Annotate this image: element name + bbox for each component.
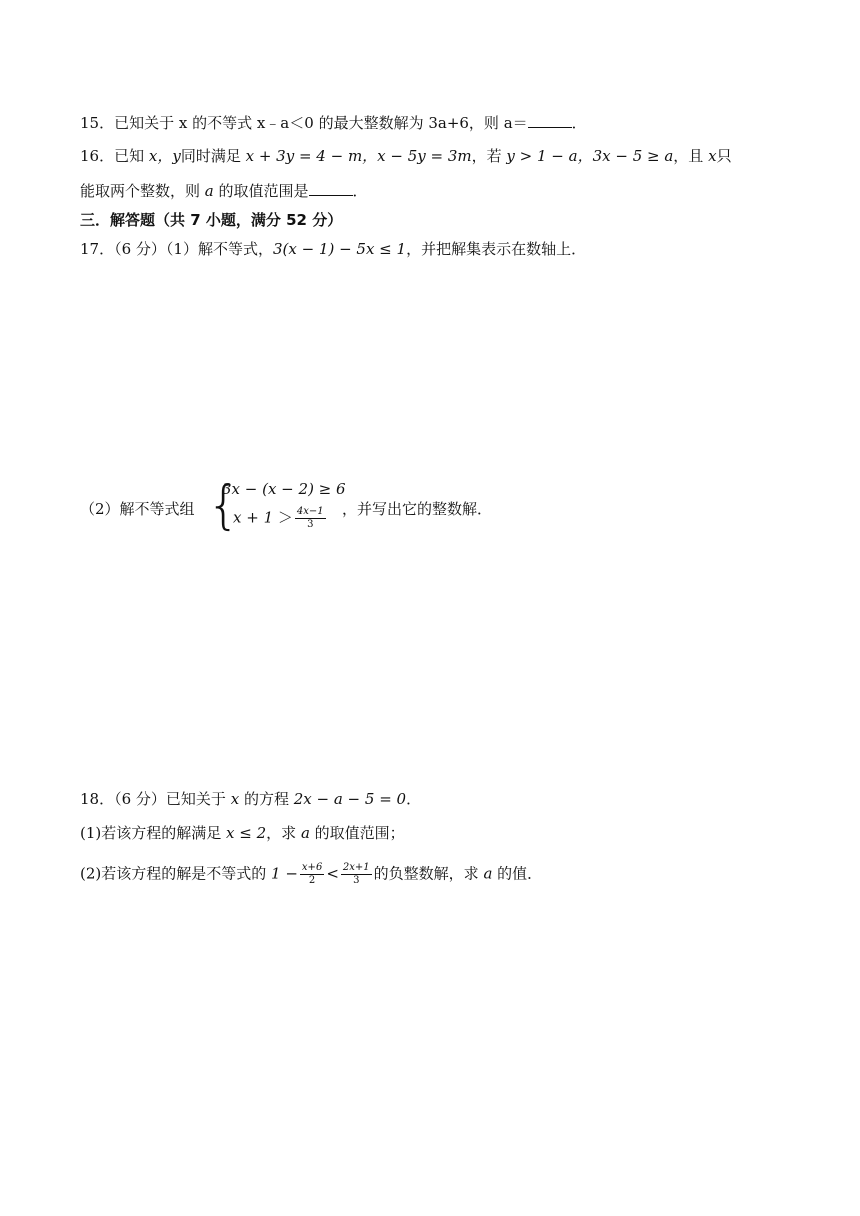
q15-text: 15．已知关于 x 的不等式 x﹣a＜0 的最大整数解为 3a+6，则 a＝ — [80, 114, 528, 132]
q18-text: ，求 — [266, 824, 297, 842]
q18-math: a — [300, 824, 310, 842]
q16-math: x，y — [148, 147, 181, 165]
question-16-line-2 — [80, 180, 820, 202]
q16-answer-blank[interactable] — [309, 181, 353, 196]
q16-inequalities: y > 1 − a，3x − 5 ≥ a — [506, 147, 674, 165]
question-18-line-1 — [80, 788, 820, 810]
system-row-1: 3x − (x − 2) ≥ 6 — [222, 480, 346, 498]
fraction-numerator: x+6 — [301, 862, 323, 873]
question-18-line-2 — [80, 822, 820, 844]
system-row-2-op: ＞ — [277, 508, 293, 527]
q17-part2-tail: ，并写出它的整数解． — [342, 500, 493, 518]
q15-suffix: ． — [571, 114, 587, 132]
q16-math: x — [708, 147, 717, 165]
q18-text: ． — [406, 790, 422, 808]
fraction-denominator: 3 — [353, 875, 360, 886]
q18-math: x — [230, 790, 240, 808]
section-heading: 三．解答题（共 7 小题，满分 52 分） — [80, 211, 343, 229]
q18-math: 1 − — [271, 864, 298, 883]
q18-equation: 2x − a − 5 = 0 — [293, 790, 407, 808]
q18-text: 18．（6 分）已知关于 — [80, 790, 226, 808]
left-brace-icon: { — [207, 476, 241, 536]
fraction — [295, 506, 326, 531]
q16-equations: x + 3y = 4 − m，x − 5y = 3m — [245, 147, 472, 165]
q16-math: a — [204, 182, 214, 200]
q18-text: 的方程 — [243, 790, 289, 808]
fraction — [300, 862, 324, 887]
q16-text: ，若 — [471, 147, 502, 165]
q18-op: < — [326, 864, 339, 883]
q15-answer-blank[interactable] — [528, 113, 572, 128]
question-15 — [80, 112, 820, 134]
q18-text: (1)若该方程的解满足 — [80, 824, 222, 842]
q16-text: ． — [352, 182, 368, 200]
q16-text: 只 — [716, 147, 732, 165]
fraction-numerator: 2x+1 — [342, 862, 370, 873]
question-18-line-3 — [80, 862, 820, 887]
q16-text: 16．已知 — [80, 147, 145, 165]
q18-text: 的取值范围； — [314, 824, 405, 842]
system-row-2-lhs: x + 1 — [233, 508, 274, 527]
q17-text: ，并把解集表示在数轴上． — [406, 240, 587, 258]
fraction — [341, 862, 372, 887]
system-row-2 — [233, 506, 328, 531]
fraction-numerator: 4x−1 — [296, 506, 324, 517]
q18-text: (2)若该方程的解是不等式的 — [80, 864, 267, 883]
q16-text: 的取值范围是 — [218, 182, 309, 200]
fraction-denominator: 2 — [308, 875, 316, 886]
q18-math: x ≤ 2 — [226, 824, 267, 842]
q18-text: 的值． — [497, 864, 543, 883]
question-16-line-1 — [80, 145, 820, 167]
q17-part2-label: （2）解不等式组 — [80, 500, 195, 518]
q16-text: 同时满足 — [180, 147, 241, 165]
q17-inequality: 3(x − 1) − 5x ≤ 1 — [272, 240, 407, 258]
q16-text: ，且 — [673, 147, 704, 165]
q17-text: 17．（6 分）（1）解不等式， — [80, 240, 273, 258]
fraction-denominator: 3 — [307, 519, 314, 530]
q18-text: 的负整数解，求 — [373, 864, 479, 883]
question-17-part-1 — [80, 238, 820, 260]
q18-math: a — [483, 864, 493, 883]
q16-text: 能取两个整数，则 — [80, 182, 201, 200]
